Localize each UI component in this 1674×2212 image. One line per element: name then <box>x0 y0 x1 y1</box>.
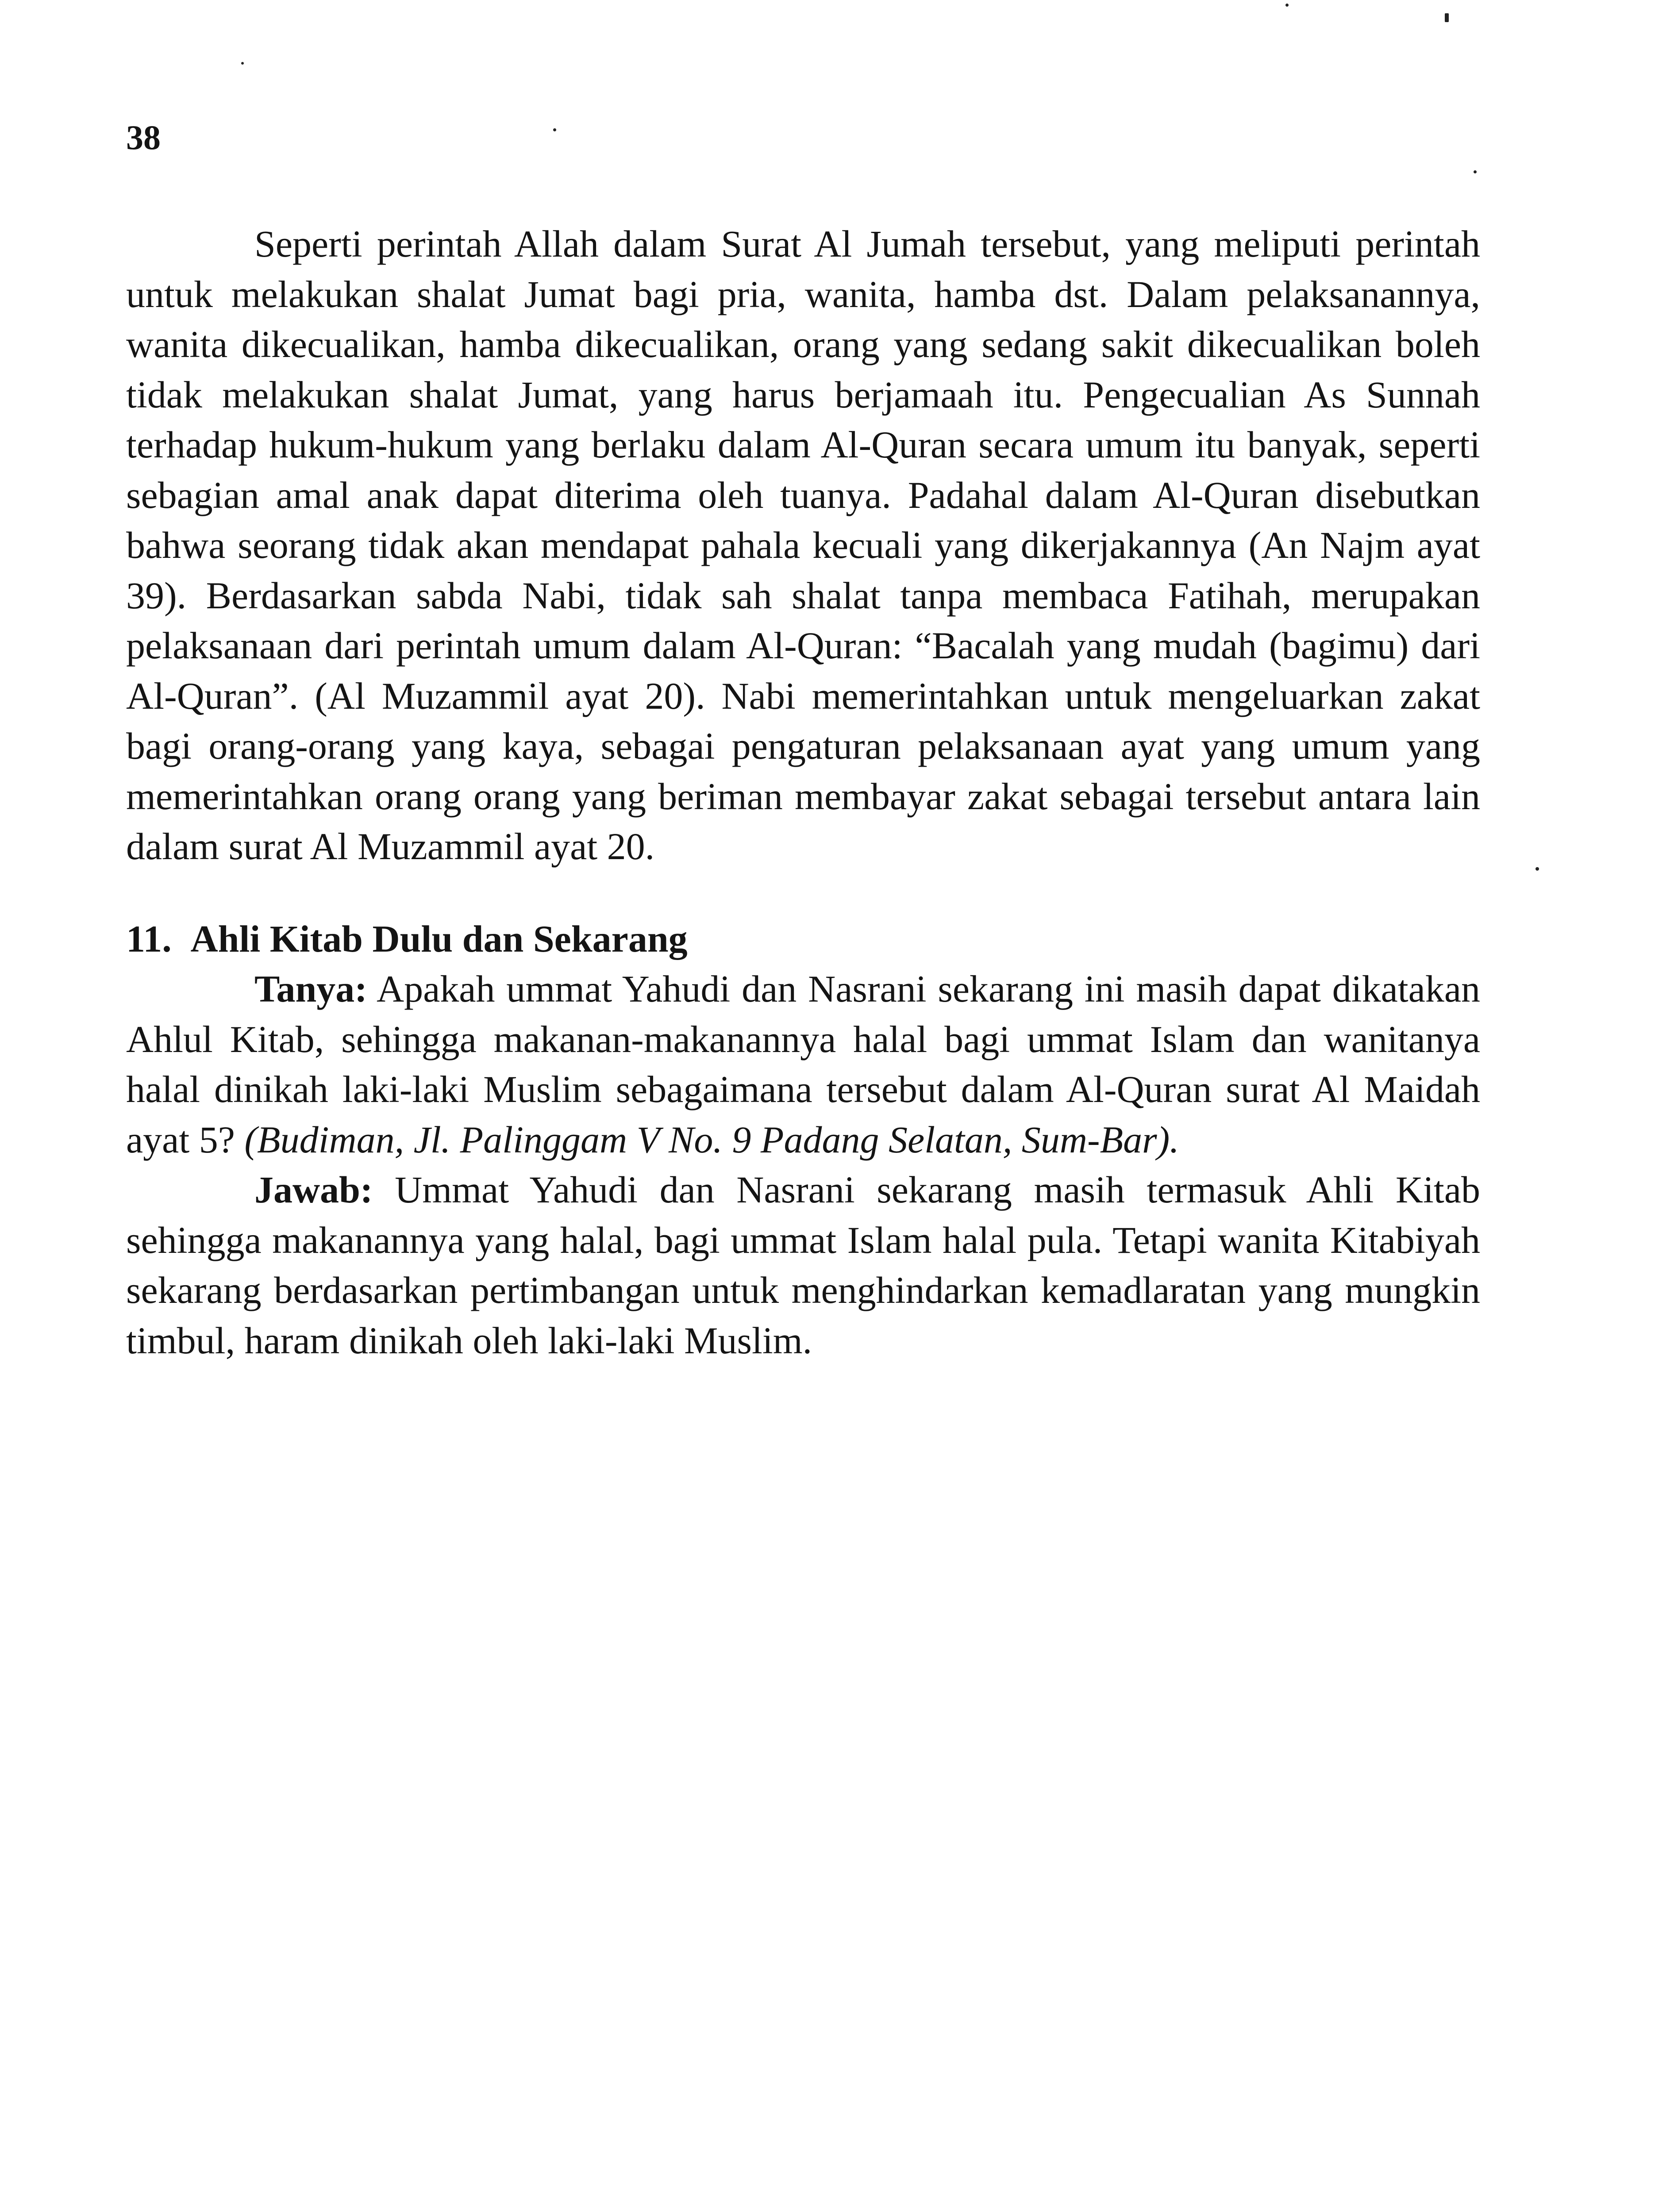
answer-paragraph <box>126 1165 1480 1366</box>
question-label: Tanya: <box>254 968 367 1010</box>
intro-paragraph: Seperti perintah Allah dalam Surat Al Jumah tersebut, yang meliputi perintah untuk melakukan shalat Jumat bagi pria, wanita, hamba dst. Dalam pelaksanannya, wanita dikecualikan, hamba dikecualikan, orang yang sedang sakit dikecualikan boleh tidak melakukan shalat Jumat, yang harus berjamaah itu. Pengecualian As Sunnah terhadap hukum-hukum yang berlaku dalam Al-Quran secara umum itu banyak, seperti sebagian amal anak dapat diterima oleh tuanya. Padahal dalam Al-Quran disebutkan bahwa seorang tidak akan mendapat pahala kecuali yang dikerjakannya (An Najm ayat 39). Berdasarkan sabda Nabi, tidak sah shalat tanpa membaca Fatihah, merupakan pelaksanaan dari perintah umum dalam Al-Quran: “Bacalah yang mudah (bagimu) dari Al-Quran”. (Al Muzammil ayat 20). Nabi memerintahkan untuk mengeluarkan zakat bagi orang-orang yang kaya, sebagai pengaturan pelaksanaan ayat yang umum yang memerintahkan orang orang yang beriman membayar zakat sebagai tersebut antara lain dalam surat Al Muzammil ayat 20. <box>126 223 1480 868</box>
question-paragraph <box>126 964 1480 1165</box>
answer-label: Jawab: <box>254 1168 373 1211</box>
scan-speck <box>553 128 556 131</box>
question-source: (Budiman, Jl. Palinggam V No. 9 Padang Selatan, Sum-Bar). <box>244 1118 1179 1161</box>
scan-speck <box>241 62 244 65</box>
scan-speck <box>1474 170 1477 173</box>
answer-text: Ummat Yahudi dan Nasrani sekarang masih termasuk Ahli Kitab sehingga makanannya yang halal, bagi ummat Islam halal pula. Tetapi wanita Kitabiyah sekarang berdasarkan pertimbangan untuk menghindarkan kemadlaratan yang mungkin timbul, haram dinikah oleh laki-laki Muslim. <box>126 1168 1480 1362</box>
page-number: 38 <box>126 118 161 157</box>
section-title: Ahli Kitab Dulu dan Sekarang <box>190 917 688 960</box>
scan-speck <box>1535 867 1539 871</box>
section-heading <box>126 914 1480 964</box>
scan-speck <box>1285 4 1289 7</box>
page-body <box>126 219 1480 1366</box>
scan-speck <box>1445 13 1449 22</box>
section-number: 11. <box>126 917 172 960</box>
question-text: Apakah ummat Yahudi dan Nasrani sekarang ini masih dapat dikatakan Ahlul Kitab, sehingga makanan-makanannya halal bagi ummat Islam dan wanitanya halal dinikah laki-laki Muslim sebagaimana tersebut dalam Al-Quran surat Al Maidah ayat 5? <box>126 968 1480 1161</box>
